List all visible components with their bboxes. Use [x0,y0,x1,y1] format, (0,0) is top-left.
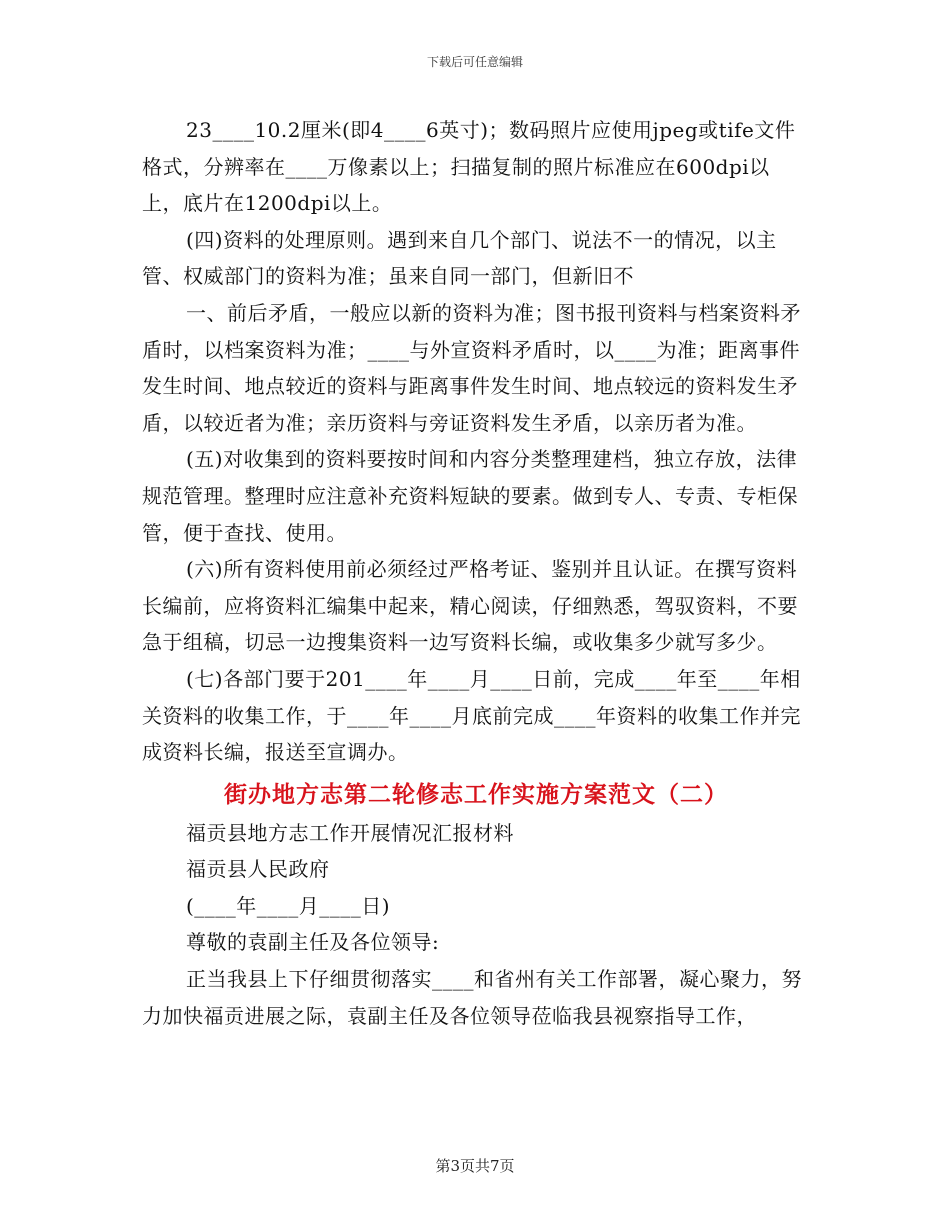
page-header: 下载后可任意编辑 [426,55,523,69]
paragraph-principle-7: (七)各部门要于201____年____月____日前，完成____年至____年相关资料的收集工作，于____年____月底前完成____年资料的收集工作并完成资料长编，报送至宣调办。 [142,666,801,765]
page-number: 第3页共7页 [435,1157,515,1175]
paragraph-opening: 正当我县上下仔细贯彻落实____和省州有关工作部署，凝心聚力，努力加快福贡进展之际，袁副主任及各位领导莅临我县视察指导工作， [142,967,802,1028]
document-body [142,112,810,1034]
paragraph-photo-spec: 23____10.2厘米(即4____6英寸)；数码照片应使用jpeg或tife文件格式，分辨率在____万像素以上；扫描复制的照片标准应在600dpi以上，底片在1200dpi以上。 [142,118,796,216]
paragraph-principle-4: (四)资料的处理原则。遇到来自几个部门、说法不一的情况，以主管、权威部门的资料为准；虽来自同一部门，但新旧不 [142,227,777,289]
salutation: 尊敬的袁副主任及各位领导: [186,930,440,955]
paragraph-principle-6: (六)所有资料使用前必须经过严格考证、鉴别并且认证。在撰写资料长编前，应将资料汇编集中起来，精心阅读，仔细熟悉，驾驭资料，不要急于组稿，切忌一边搜集资料一边写资料长编，或收集多少就写多少。 [142,557,798,655]
section-title: 街办地方志第二轮修志工作实施方案范文（二） [224,781,728,808]
paragraph-principle-5: (五)对收集到的资料要按时间和内容分类整理建档，独立存放，法律规范管理。整理时应注意补充资料短缺的要素。做到专人、专责、专柜保管，便于查找、使用。 [142,447,798,545]
report-date: (____年____月____日) [186,893,391,918]
report-title: 福贡县地方志工作开展情况汇报材料 [186,820,514,845]
paragraph-contradiction: 一、前后矛盾，一般应以新的资料为准；图书报刊资料与档案资料矛盾时，以档案资料为准；____与外宣资料矛盾时，以____为准；距离事件发生时间、地点较近的资料与距离事件发生时间、地点较远的资料发生矛盾，以较近者为准；亲历资料与旁证资料发生矛盾，以亲历者为准。 [142,300,801,435]
report-author: 福贡县人民政府 [186,857,330,882]
